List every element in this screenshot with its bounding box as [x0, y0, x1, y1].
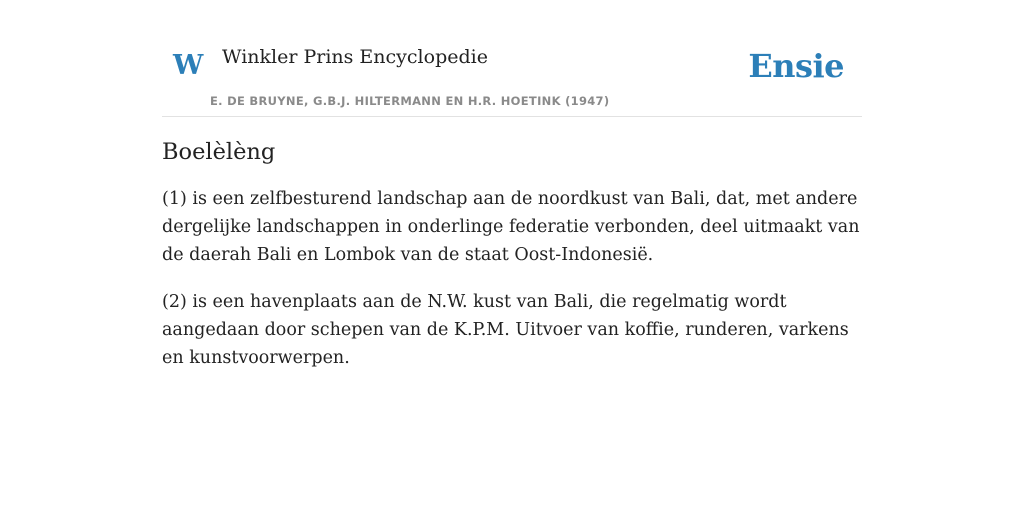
article-paragraph-2: (2) is een havenplaats aan de N.W. kust van Bali, die regelmatig wordt aangedaan door schepen van de K.P.M. Uitvoer van koffie, runderen, varkens en kunstvoorwerpen.: [162, 292, 849, 369]
article-paragraph-1: (1) is een zelfbesturend landschap aan de noordkust van Bali, dat, met andere dergelijke landschappen in onderlinge federatie verbonden, deel uitmaakt van de daerah Bali en Lombok van de staat Oost-Indonesië.: [162, 189, 860, 266]
header: [162, 0, 862, 117]
source-logo[interactable]: W: [173, 50, 204, 81]
article: [162, 138, 862, 391]
source-authors: E. DE BRUYNE, G.B.J. HILTERMANN EN H.R. HOETINK (1947): [210, 94, 610, 108]
ensie-logo-link[interactable]: Ensie: [748, 47, 844, 85]
source-title-link[interactable]: Winkler Prins Encyclopedie: [222, 46, 488, 68]
article-title: Boelèlèng: [162, 139, 276, 165]
